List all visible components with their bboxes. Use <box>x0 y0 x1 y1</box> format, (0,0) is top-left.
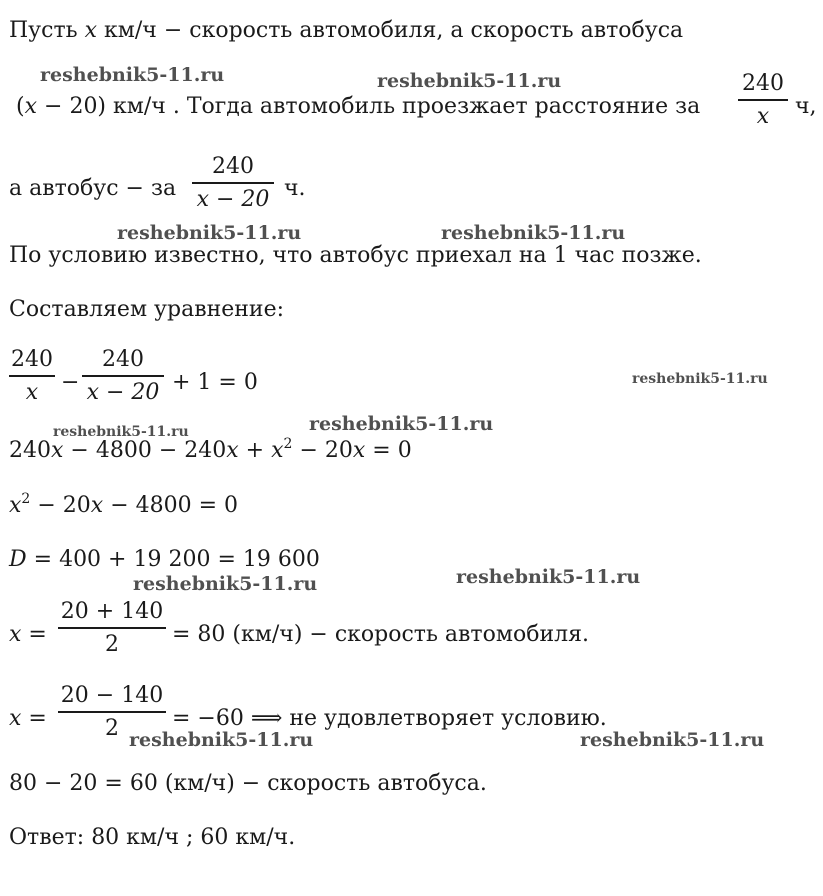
eq-segment: − 20 <box>299 438 353 463</box>
eq1-fraction-1 <box>9 349 55 404</box>
watermark: reshebnik5-11.ru <box>309 413 494 435</box>
eq-segment: = 0 <box>372 438 412 463</box>
equation-2 <box>9 436 412 463</box>
watermark: reshebnik5-11.ru <box>456 566 641 588</box>
paren: ( <box>16 94 25 119</box>
eq-segment: − 20 <box>37 493 91 518</box>
exponent: 2 <box>21 491 31 507</box>
equation-3 <box>9 491 239 518</box>
watermark: reshebnik5-11.ru <box>377 70 562 92</box>
watermark: reshebnik5-11.ru <box>117 222 302 244</box>
eq-segment: 240 <box>9 438 51 463</box>
watermark: reshebnik5-11.ru <box>129 729 314 751</box>
eq-segment: − 4800 = 0 <box>110 493 239 518</box>
text-line-2 <box>16 96 700 118</box>
text-line-3-end: ч. <box>284 176 306 201</box>
variable-x: x <box>9 706 22 731</box>
eq5-rhs: = 80 (км/ч) − скорость автомобиля. <box>172 622 589 647</box>
eq5-fraction <box>58 601 166 656</box>
variable-x: x <box>84 18 98 43</box>
eq-segment: = <box>28 622 47 647</box>
fraction-bar <box>9 375 55 377</box>
watermark: reshebnik5-11.ru <box>53 424 189 440</box>
fraction-bar <box>58 627 166 629</box>
fraction-denominator: x − 20 <box>86 380 160 405</box>
variable-x: x <box>9 493 22 518</box>
text-line-2-end: ч, <box>795 94 817 119</box>
fraction-numerator: 240 <box>11 347 53 372</box>
watermark: reshebnik5-11.ru <box>441 222 626 244</box>
fraction-bar <box>738 99 788 101</box>
fraction-bar <box>192 182 274 184</box>
variable-d: D <box>9 547 27 572</box>
variable-x: x <box>271 438 284 463</box>
fraction-bar <box>58 711 166 713</box>
fraction-240-over-x <box>738 73 788 128</box>
watermark: reshebnik5-11.ru <box>133 573 318 595</box>
text-segment: км/ч . Тогда автомобиль проезжает расстояние за <box>113 94 701 119</box>
variable-x: x <box>352 438 366 463</box>
watermark: reshebnik5-11.ru <box>40 64 225 86</box>
text-line-1 <box>9 20 683 42</box>
fraction-numerator: 20 − 140 <box>60 683 164 708</box>
eq6-rhs: = −60 ⟹ не удовлетворяет условию. <box>172 706 607 731</box>
text-segment: − 20) <box>44 94 107 119</box>
eq1-minus: − <box>61 370 80 395</box>
text-line-3: а автобус − за <box>9 176 177 201</box>
variable-x: x <box>226 438 239 463</box>
variable-x: x <box>90 493 104 518</box>
answer-line: Ответ: 80 км/ч ; 60 км/ч. <box>9 825 296 850</box>
fraction-numerator: 240 <box>212 154 254 179</box>
eq-segment: = <box>28 706 47 731</box>
fraction-numerator: 240 <box>102 347 144 372</box>
eq1-fraction-2 <box>82 349 164 404</box>
equation-bus-speed: 80 − 20 = 60 (км/ч) − скорость автобуса. <box>9 771 487 796</box>
eq5-lhs <box>9 624 47 646</box>
text-segment: Пусть <box>9 18 78 43</box>
fraction-denominator: 2 <box>105 632 119 657</box>
fraction-denominator: x <box>25 380 39 405</box>
eq-segment: + <box>245 438 265 463</box>
fraction-bar <box>82 375 164 377</box>
eq1-tail: + 1 = 0 <box>172 370 258 395</box>
eq6-lhs <box>9 708 47 730</box>
fraction-240-over-x-minus-20 <box>192 156 274 211</box>
variable-x: x <box>24 94 38 119</box>
variable-x: x <box>9 622 22 647</box>
equation-discriminant <box>9 549 320 571</box>
fraction-numerator: 240 <box>742 71 784 96</box>
fraction-denominator: x − 20 <box>196 187 270 212</box>
watermark: reshebnik5-11.ru <box>632 371 768 387</box>
eq-segment: − 4800 − 240 <box>70 438 227 463</box>
fraction-denominator: x <box>756 104 770 129</box>
exponent: 2 <box>283 436 293 452</box>
text-segment: км/ч − скорость автомобиля, а скорость автобуса <box>104 18 684 43</box>
variable-x: x <box>51 438 64 463</box>
fraction-denominator: 2 <box>105 716 119 741</box>
fraction-numerator: 20 + 140 <box>60 599 164 624</box>
text-line-4: По условию известно, что автобус приехал на 1 час позже. <box>9 243 702 268</box>
text-line-5: Составляем уравнение: <box>9 297 285 322</box>
watermark: reshebnik5-11.ru <box>580 729 765 751</box>
eq-segment: = 400 + 19 200 = 19 600 <box>33 547 320 572</box>
